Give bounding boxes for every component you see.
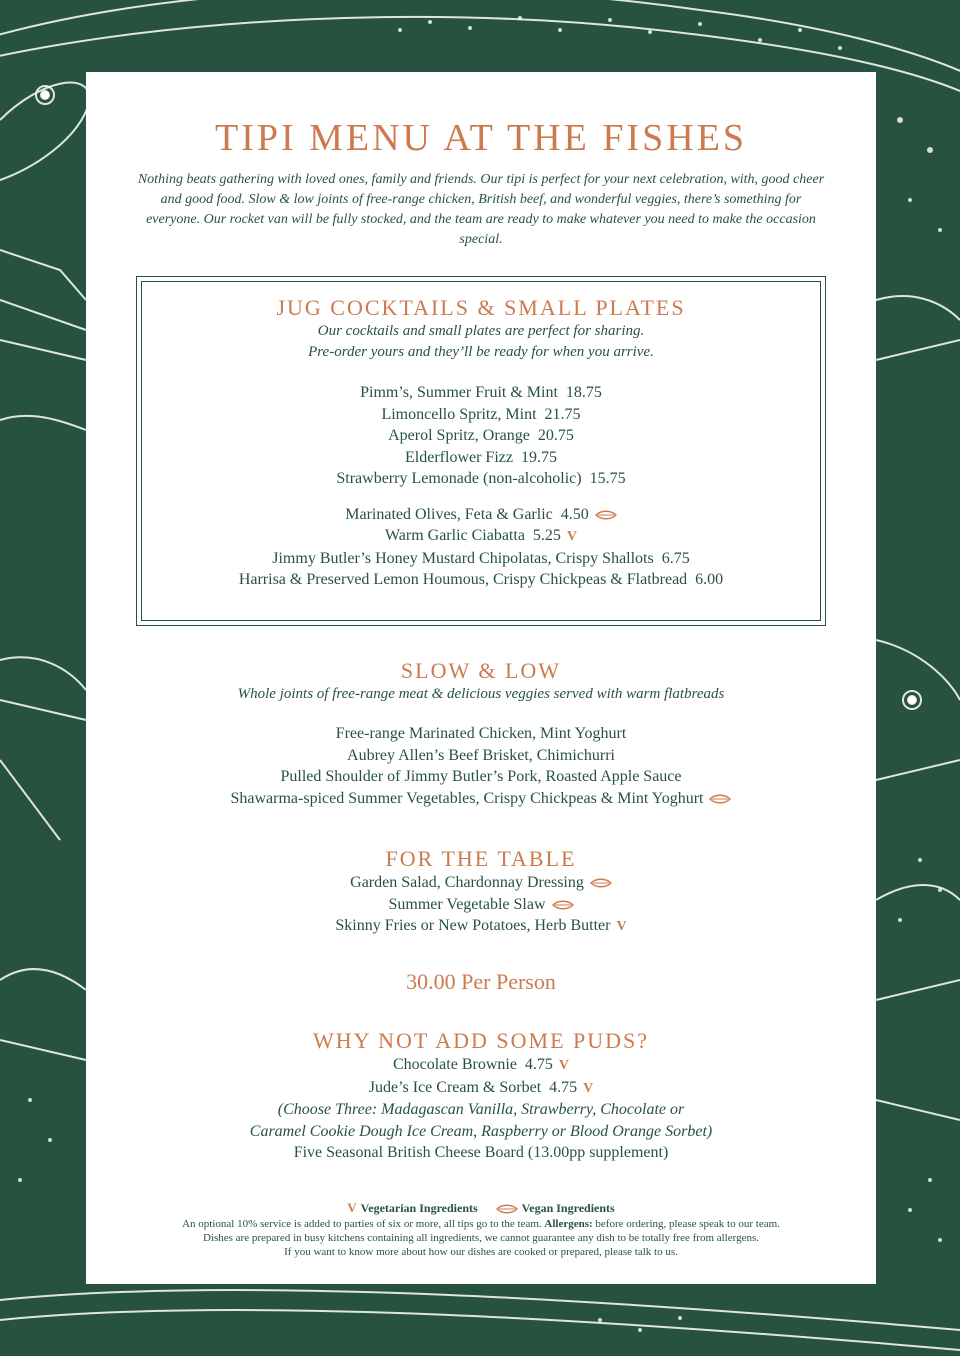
jug-sub-1: Our cocktails and small plates are perfect for sharing. [317, 323, 645, 339]
footer-line-2: Dishes are prepared in busy kitchens containing all ingredients, we cannot guarantee any dish to be totally free from allergens. [202, 1232, 760, 1244]
footer-notes [86, 1217, 876, 1259]
menu-item: Jimmy Butler’s Honey Mustard Chipolatas, Crispy Shallots 6.75 [272, 549, 690, 567]
slow-low-heading: SLOW & LOW [400, 658, 562, 683]
vegan-leaf-icon [595, 510, 617, 520]
for-the-table-heading: FOR THE TABLE [385, 846, 577, 871]
menu-page [86, 72, 876, 1284]
menu-item: Chocolate Brownie 4.75 V [392, 1056, 570, 1073]
per-person-price: 30.00 Per Person [406, 969, 556, 994]
vegan-leaf-icon [496, 1204, 518, 1214]
menu-item: Pimm’s, Summer Fruit & Mint 18.75 [360, 384, 602, 401]
menu-item: Skinny Fries or New Potatoes, Herb Butter V [335, 917, 627, 934]
menu-item: Garden Salad, Chardonnay Dressing [86, 872, 876, 894]
vegan-leaf-icon [590, 878, 612, 888]
price-per-person [86, 969, 876, 995]
drinks-list [137, 382, 825, 490]
vegetarian-icon: V [583, 1080, 594, 1096]
menu-item: Aubrey Allen’s Beef Brisket, Chimichurri [347, 746, 615, 764]
vegetarian-icon: V [616, 919, 627, 934]
menu-item: Summer Vegetable Slaw [86, 894, 876, 916]
menu-item: Shawarma-spiced Summer Vegetables, Crispy Chickpeas & Mint Yoghurt [86, 788, 876, 810]
vegan-leaf-icon [552, 900, 574, 910]
puds-note-2: Caramel Cookie Dough Ice Cream, Raspberry or Blood Orange Sorbet) [249, 1122, 713, 1140]
vegetarian-icon: V [566, 529, 578, 544]
puds-section [86, 1028, 876, 1164]
menu-item: Pulled Shoulder of Jimmy Butler’s Pork, Roasted Apple Sauce [280, 768, 682, 785]
menu-item: Jude’s Ice Cream & Sorbet 4.75 V [368, 1078, 594, 1096]
intro-text: Nothing beats gathering with loved ones, family and friends. Our tipi is perfect for your next celebration, with, good cheer and good food. Slow & low joints of free-range chicken, British beef, and wonderful veggies, there’s something for everyone. Our rocket van will be fully stocked, and the team are ready to make whatever you need to make the occasion special. [137, 172, 825, 247]
legend [86, 1200, 876, 1216]
vegetarian-icon: V [558, 1058, 570, 1073]
menu-item: Limoncello Spritz, Mint 21.75 [381, 405, 581, 423]
menu-item: Marinated Olives, Feta & Garlic 4.50 [137, 504, 825, 526]
menu-item: Free-range Marinated Chicken, Mint Yoghurt [335, 725, 627, 742]
vegan-label: Vegan Ingredients [521, 1201, 615, 1215]
menu-item: Harrisa & Preserved Lemon Houmous, Crispy Chickpeas & Flatbread 6.00 [238, 571, 724, 588]
jug-cocktails-heading: JUG COCKTAILS & SMALL PLATES [276, 295, 686, 320]
puds-note-1: (Choose Three: Madagascan Vanilla, Strawberry, Chocolate or [277, 1101, 685, 1118]
small-plates-list [137, 504, 825, 591]
menu-item: Strawberry Lemonade (non-alcoholic) 15.75 [336, 470, 626, 487]
footer-line-1: An optional 10% service is added to parties of six or more, all tips go to the team. Allergens: before ordering, please speak to our team. [182, 1218, 780, 1230]
vegan-leaf-icon [709, 794, 731, 804]
page-title: TIPI MENU AT THE FISHES [214, 117, 748, 159]
jug-cocktails-box [136, 276, 826, 626]
vegetarian-label: Vegetarian Ingredients [360, 1201, 478, 1215]
menu-item: Aperol Spritz, Orange 20.75 [388, 427, 574, 444]
slow-low-sub: Whole joints of free-range meat & delicious veggies served with warm flatbreads [237, 686, 725, 702]
footer-line-3: If you want to know more about how our dishes are cooked or prepared, please talk to us. [284, 1246, 678, 1258]
for-the-table-section [86, 846, 876, 938]
menu-item: Five Seasonal British Cheese Board (13.00pp supplement) [293, 1144, 669, 1161]
menu-item: Warm Garlic Ciabatta 5.25 V [384, 527, 578, 544]
menu-item: Elderflower Fizz 19.75 [405, 448, 557, 466]
puds-heading: WHY NOT ADD SOME PUDS? [312, 1028, 650, 1053]
vegetarian-icon: V [347, 1200, 357, 1215]
jug-sub-2: Pre-order yours and they’ll be ready for when you arrive. [308, 344, 654, 360]
slow-low-section [86, 658, 876, 809]
